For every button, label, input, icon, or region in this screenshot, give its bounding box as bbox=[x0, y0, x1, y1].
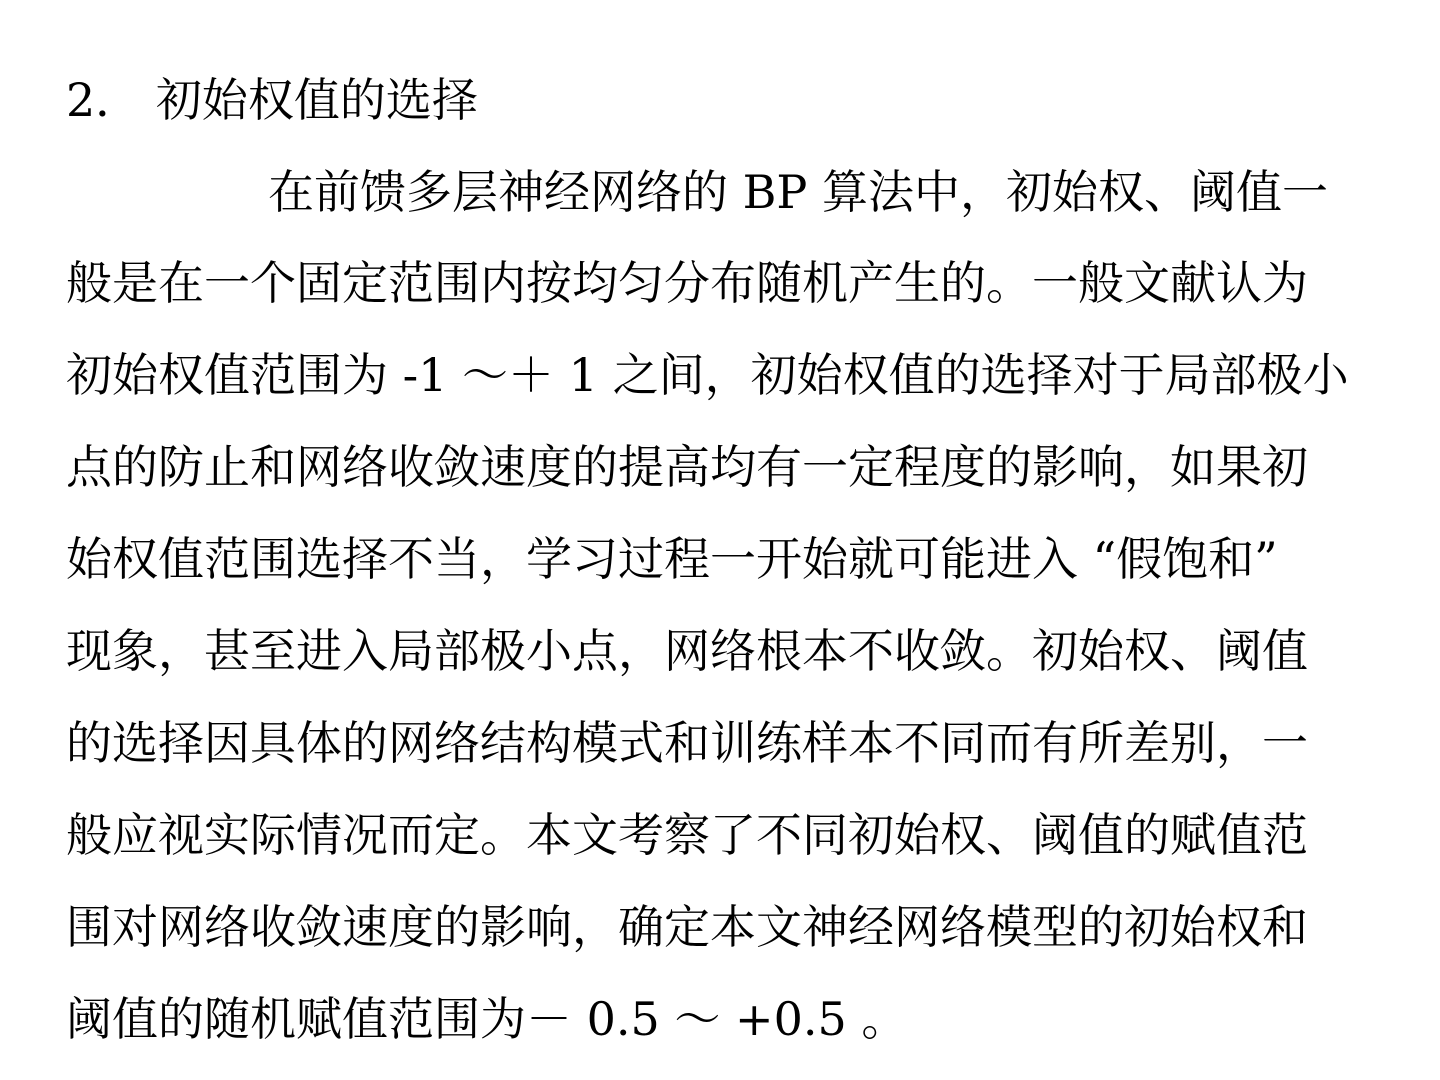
paragraph-line-2: 般是在一个固定范围内按均匀分布随机产生的。一般文献认为 bbox=[66, 256, 1308, 310]
paragraph-line-3: 初始权值范围为 -1 ～＋ 1 之间，初始权值的选择对于局部极小 bbox=[66, 348, 1349, 402]
paragraph-line-5: 始权值范围选择不当，学习过程一开始就可能进入 “假饱和” bbox=[66, 532, 1278, 586]
paragraph-line-7: 的选择因具体的网络结构模式和训练样本不同而有所差别，一 bbox=[66, 716, 1308, 770]
paragraph-line-1: 在前馈多层神经网络的 BP 算法中，初始权、阈值一 bbox=[268, 165, 1328, 219]
paragraph-line-4: 点的防止和网络收敛速度的提高均有一定程度的影响，如果初 bbox=[66, 440, 1308, 494]
section-heading: 2． 初始权值的选择 bbox=[66, 73, 478, 127]
paragraph-line-6: 现象，甚至进入局部极小点，网络根本不收敛。初始权、阈值 bbox=[66, 624, 1308, 678]
paragraph-line-8: 般应视实际情况而定。本文考察了不同初始权、阈值的赋值范 bbox=[66, 808, 1308, 862]
paragraph-line-9: 围对网络收敛速度的影响，确定本文神经网络模型的初始权和 bbox=[66, 900, 1308, 954]
paragraph-line-10: 阈值的随机赋值范围为－ 0.5 ～ +0.5 。 bbox=[66, 992, 908, 1046]
